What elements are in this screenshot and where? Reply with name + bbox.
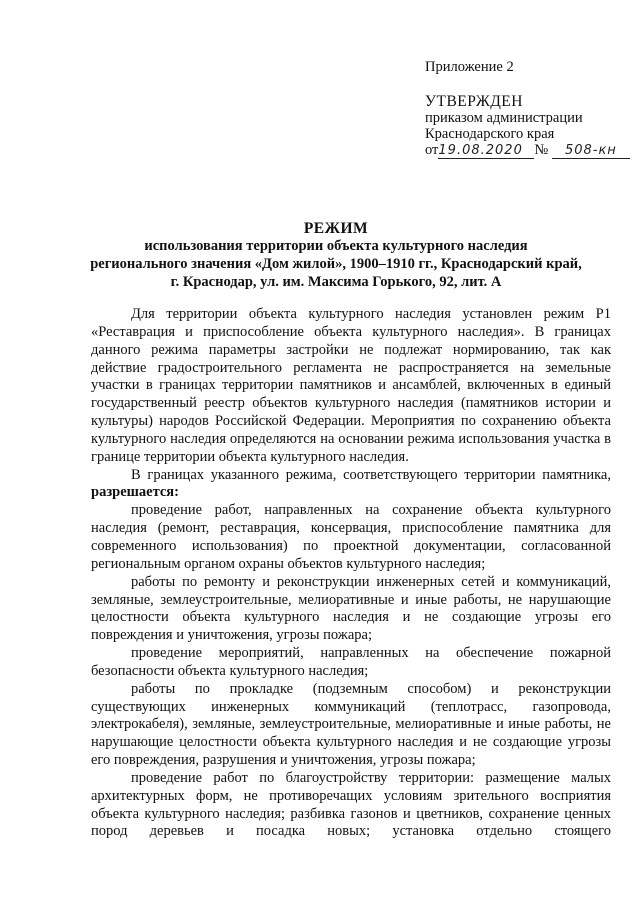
order-line-2: Краснодарского края	[425, 126, 555, 142]
order-date-number-line	[425, 142, 630, 159]
approval-block	[425, 94, 630, 159]
order-line-1: приказом администрации	[425, 110, 583, 126]
title-main: РЕЖИМ	[303, 220, 369, 237]
paragraph-engineering-networks: работы по ремонту и реконструкции инженерных сетей и коммуникаций, земляные, землеустроительные, мелиоративные и иные работы, не нарушающие целостности объекта культурного наследия и не создающие угрозы его повреждения и уничтожения, угрозы пожара;	[91, 573, 611, 644]
date-prefix: от	[425, 142, 439, 158]
paragraph-preservation-works: проведение работ, направленных на сохранение объекта культурного наследия (ремонт, реставрация, консервация, приспособление памятника для современного использования) по проектной документации, согласованной региональным органом охраны объектов культурного наследия;	[91, 502, 611, 572]
number-handwritten: 508-кн	[552, 144, 630, 159]
permitted-keyword: разрешается:	[91, 484, 179, 501]
paragraph-underground-utilities: работы по прокладке (подземным способом) и реконструкции существующих инженерных коммуникаций (теплотрасс, газопровода, электрокабеля), земляные, землеустроительные, мелиоративные и иные работы, не нарушающие целостности объекта культурного наследия и не создающие угрозы его повреждения, разрушения и уничтожения, угрозы пожара;	[91, 680, 611, 769]
paragraph-landscaping: проведение работ по благоустройству территории: размещение малых архитектурных форм, не противоречащих условиям зрительного восприятия объекта культурного наследия; разбивка газонов и цветников, сохранение ценных пород деревьев и посадка новых; установка отдельно стоящего	[91, 769, 611, 840]
paragraph-fire-safety: проведение мероприятий, направленных на обеспечение пожарной безопасности объекта культурного наследия;	[91, 645, 611, 679]
title-line-1: использования территории объекта культурного наследия	[144, 238, 528, 254]
date-handwritten: 19.08.2020	[438, 144, 534, 159]
paragraph-permitted-heading	[91, 467, 611, 503]
paragraph-regime-intro: Для территории объекта культурного наследия установлен режим Р1 «Реставрация и приспособление объекта культурного наследия». В границах данного режима параметры застройки не подлежат нормированию, так как действие градостроительного регламента не распространяется на земельные участки в границах территории памятников и ансамблей, включенных в единый государственный реестр объектов культурного наследия (памятников истории и культуры) народов Российской Федерации. Мероприятия по сохранению объекта культурного наследия определяются на основании режима использования участка в границе территории объекта культурного наследия.	[91, 306, 611, 465]
title-line-2: регионального значения «Дом жилой», 1900–1910 гг., Краснодарский край,	[90, 256, 582, 272]
document-body	[91, 306, 611, 841]
number-prefix: №	[534, 142, 549, 158]
approved-heading: УТВЕРЖДЕН	[425, 93, 523, 110]
permitted-lead-text: В границах указанного режима, соответствующего территории памятника,	[131, 466, 611, 483]
document-title	[62, 220, 610, 291]
appendix-label: Приложение 2	[425, 59, 514, 75]
title-line-3: г. Краснодар, ул. им. Максима Горького, 92, лит. А	[170, 274, 502, 290]
